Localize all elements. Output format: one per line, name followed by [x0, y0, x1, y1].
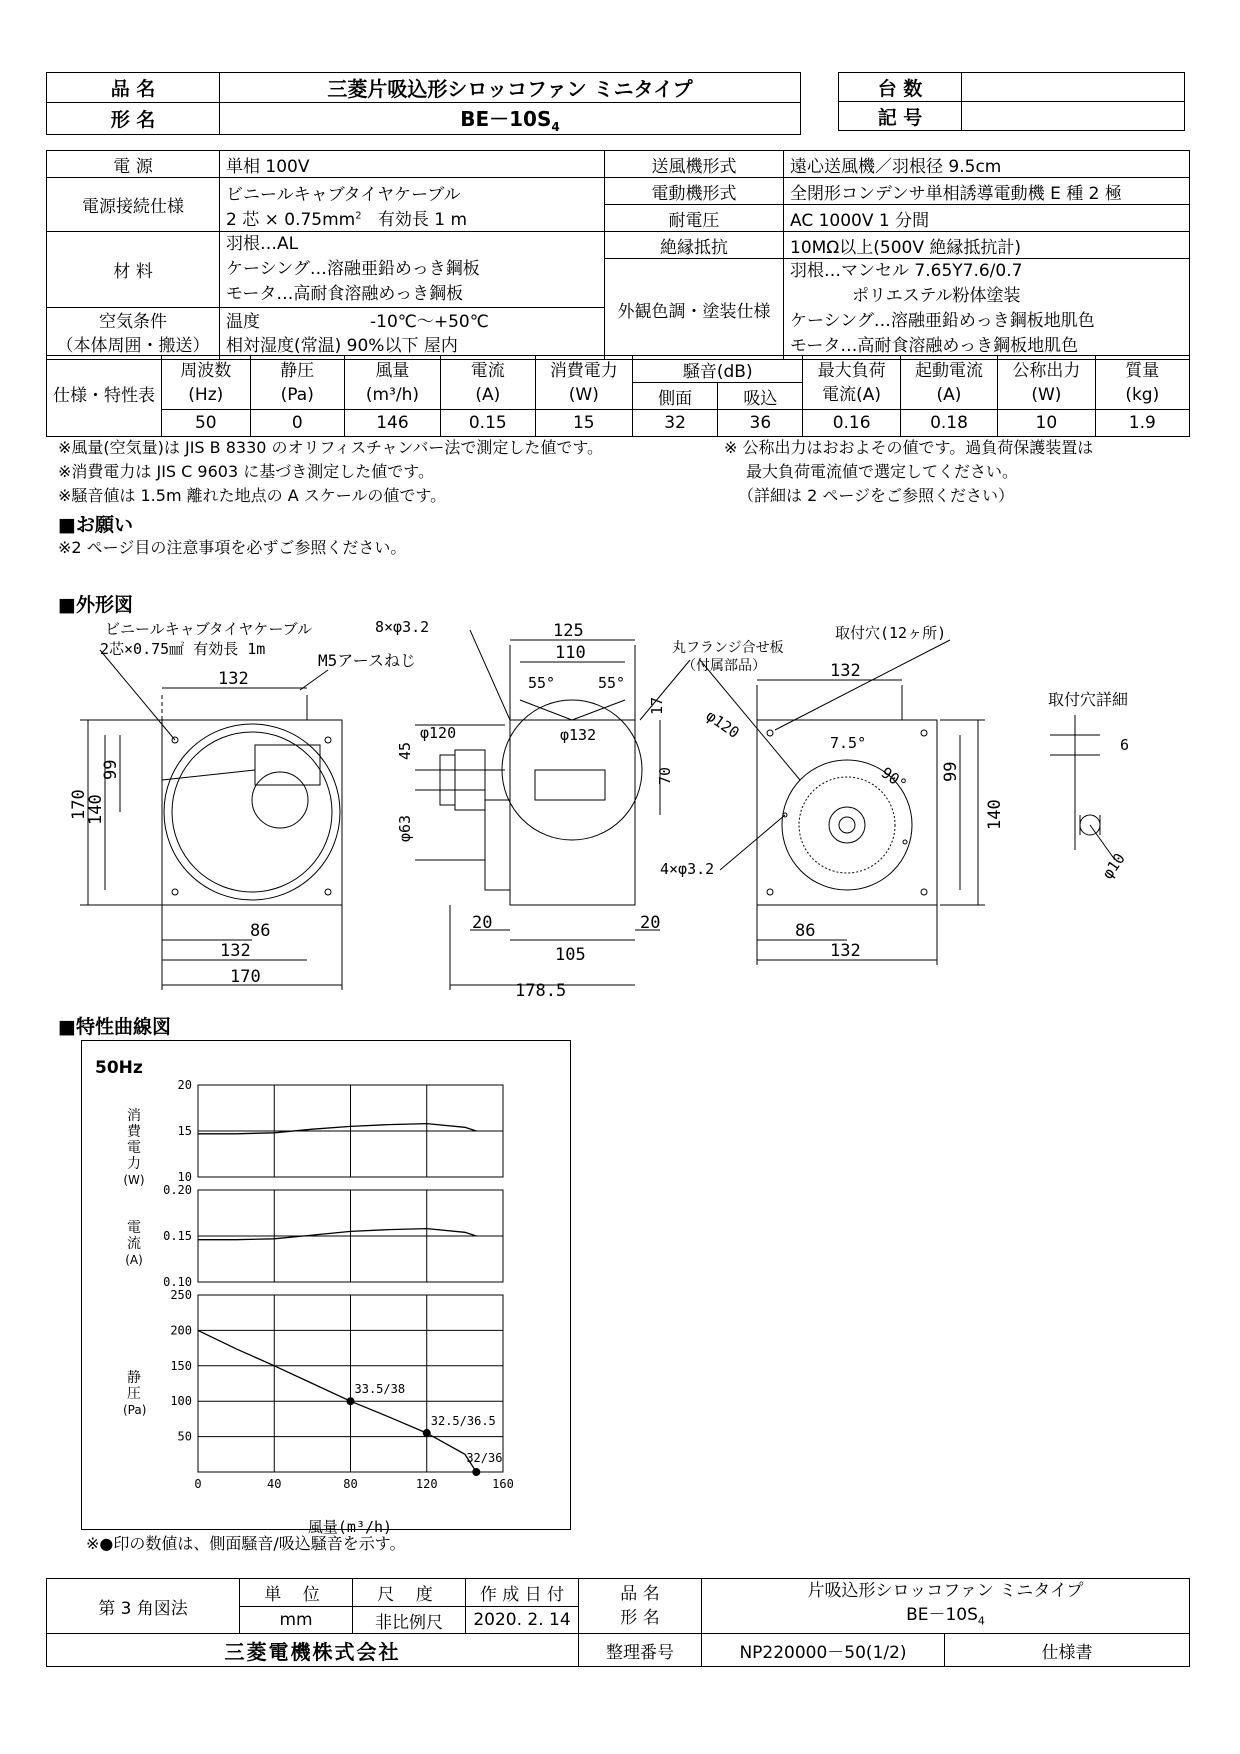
drawing-title: ■外形図: [58, 594, 133, 616]
left-view-body: [162, 720, 342, 905]
x-tick-label-4: 160: [492, 1477, 514, 1491]
x-tick-label-0: 0: [194, 1477, 202, 1491]
quantity-table: [838, 72, 1185, 131]
char-header-power: 消費電力 (W): [535, 356, 632, 410]
holes4-label: 4×φ3.2: [660, 860, 715, 878]
char-value-max-current: 0.16: [803, 410, 900, 437]
y-tick-label-0-1: 15: [177, 1124, 192, 1138]
characteristic-table: [46, 355, 1190, 437]
noise-point-label-2: 32/36: [466, 1451, 503, 1465]
flange-label-1: 丸フランジ合せ板: [672, 640, 784, 656]
dim-110: 110: [555, 643, 586, 663]
curve-freq: 50Hz: [95, 1058, 143, 1078]
pressure-axis-label: 静圧 (Pa): [123, 1370, 147, 1417]
characteristic-chart: [0, 1060, 580, 1540]
footer-name-values: 片吸込形シロッコファン ミニタイプ $BE-10S_4$: [702, 1579, 1190, 1634]
insulation-value: 10MΩ以上(500V 絶縁抵抗計): [784, 232, 1190, 259]
air-label: 空気条件 （本体周囲・搬送）: [47, 308, 220, 360]
model-name: $BE-10S_4$: [220, 103, 801, 135]
char-value-airflow: 146: [344, 410, 440, 437]
holes8-label: 8×φ3.2: [375, 618, 430, 636]
mount-holes-label: 取付穴(12ヶ所): [835, 624, 947, 642]
material-value: 羽根…AL ケーシング…溶融亜鉛めっき鋼板 モータ…高耐食溶融めっき鋼板: [220, 232, 605, 308]
projection-cell: 第 3 角図法: [47, 1579, 240, 1634]
note-output-2: 最大負荷電流値で選定してください。: [746, 462, 1019, 481]
y-tick-label-2-0: 250: [170, 1288, 192, 1302]
scale-value: 非比例尺: [353, 1606, 466, 1634]
footer-name-labels: 品 名 形 名: [579, 1579, 702, 1634]
noise-point-0: [347, 1397, 355, 1405]
char-value-power: 15: [535, 410, 632, 437]
dim-99v: 99: [101, 759, 121, 780]
note-output: ※ 公称出力はおおよその値です。過負荷保護装置は: [724, 438, 1094, 457]
earth-screw-label: M5アースねじ: [318, 651, 416, 670]
finish-value: 羽根…マンセル 7.65Y7.6/0.7 ポリエステル粉体塗装 ケーシング…溶融亜鉛めっき鋼板地肌色 モータ…高耐食溶融めっき鋼板地肌色: [784, 259, 1190, 360]
char-value-start-current: 0.18: [900, 410, 997, 437]
power-axis-label: 消費電力 (W): [123, 1108, 145, 1187]
char-header-max-current: 最大負荷 電流(A): [803, 356, 900, 410]
y-tick-label-1-1: 0.15: [163, 1229, 192, 1243]
x-tick-label-2: 80: [343, 1477, 358, 1491]
char-value-current: 0.15: [440, 410, 535, 437]
dim-45: 45: [396, 741, 414, 760]
symbol-value: [962, 102, 1185, 131]
char-value-mass: 1.9: [1095, 410, 1189, 437]
dim-phi10: φ10: [1098, 849, 1129, 883]
char-value-noise-suction: 36: [718, 410, 803, 437]
y-tick-label-2-3: 100: [170, 1394, 192, 1409]
dim-phi120: φ120: [420, 724, 457, 742]
char-header-noise-side: 側面: [633, 383, 718, 410]
scale-label: 尺 度: [353, 1579, 466, 1607]
symbol-label: 記 号: [839, 102, 962, 131]
dim-99r: 99: [941, 761, 961, 782]
motor-type-label: 電動機形式: [605, 178, 784, 205]
terminal-box: [255, 745, 320, 785]
date-label: 作 成 日 付: [466, 1579, 579, 1607]
note-power: ※消費電力は JIS C 9603 に基づき測定した値です。: [58, 462, 434, 481]
dim-178-5: 178.5: [515, 981, 567, 1001]
dim-140r: 140: [985, 799, 1005, 830]
y-tick-label-2-2: 150: [170, 1358, 192, 1373]
char-value-output: 10: [998, 410, 1095, 437]
dim-55a: 55°: [528, 674, 556, 692]
dim-7-5: 7.5°: [830, 734, 867, 752]
dim-132rb: 132: [830, 941, 861, 961]
ref-label: 整理番号: [579, 1634, 702, 1667]
company-name: 三菱電機株式会社: [47, 1634, 579, 1667]
hole-detail-label: 取付穴詳細: [1048, 690, 1129, 709]
noise-point-1: [423, 1429, 431, 1437]
y-tick-label-0-0: 20: [177, 1078, 192, 1092]
unit-value: mm: [240, 1606, 353, 1634]
current-axis-label: 電流 (A): [125, 1220, 143, 1267]
cable-label-1: ビニールキャブタイヤケーブル: [105, 620, 313, 638]
char-value-noise-side: 32: [633, 410, 718, 437]
char-header-freq: 周波数 (Hz): [162, 356, 251, 410]
air-value: 温度 -10℃～+50℃ 相対湿度(常温) 90%以下 屋内: [220, 308, 605, 360]
dim-170h: 170: [230, 967, 261, 987]
noise-point-label-1: 32.5/36.5: [430, 1414, 496, 1429]
quantity-value: [962, 73, 1185, 102]
middle-view-body: [510, 720, 635, 905]
fan-type-label: 送風機形式: [605, 151, 784, 178]
y-tick-label-2-1: 200: [170, 1323, 192, 1338]
dim-86: 86: [250, 921, 271, 941]
product-name-label: 品 名: [47, 73, 220, 103]
char-header-noise: 騒音(dB): [633, 356, 803, 383]
fan-type-value: 遠心送風機／羽根径 9.5cm: [784, 151, 1190, 178]
dim-132a: 132: [218, 669, 249, 689]
y-tick-label-0-2: 10: [177, 1170, 192, 1184]
outline-drawing: [0, 610, 1240, 1010]
char-value-freq: 50: [162, 410, 251, 437]
model-label: 形 名: [47, 103, 220, 135]
connection-value: ビニールキャブタイヤケーブル 2 芯 × $0.75mm^2$ 有効長 1 m: [220, 178, 605, 232]
dim-phi120r: φ120: [702, 706, 743, 742]
spec-table: [46, 150, 1190, 360]
y-tick-label-1-0: 0.20: [163, 1183, 192, 1197]
curve-note: ※●印の数値は、側面騒音/吸込騒音を示す。: [86, 1534, 406, 1553]
char-row-label: 仕様・特性表: [47, 356, 162, 437]
dim-55b: 55°: [598, 674, 626, 692]
dim-phi63: φ63: [396, 814, 414, 842]
doc-type: 仕様書: [945, 1634, 1190, 1667]
dim-132r: 132: [830, 661, 861, 681]
x-tick-label-1: 40: [267, 1477, 282, 1491]
curve-title: ■特性曲線図: [58, 1016, 171, 1038]
curve-line-1: [198, 1229, 476, 1240]
date-value: 2020. 2. 14: [466, 1606, 579, 1634]
footer-table: [46, 1578, 1190, 1667]
char-header-noise-suction: 吸込: [718, 383, 803, 410]
dim-17: 17: [648, 696, 666, 715]
cable-label-2: 2芯×0.75㎟ 有効長 1m: [100, 640, 266, 658]
curve-line-0: [198, 1124, 476, 1134]
x-axis-label: 風量(m³/h): [307, 1518, 393, 1536]
dim-90: 90°: [877, 763, 911, 794]
notes-left: [58, 436, 603, 508]
ref-value: NP220000－50(1/2): [702, 1634, 945, 1667]
noise-point-2: [472, 1468, 480, 1476]
char-header-pressure: 静圧 (Pa): [250, 356, 344, 410]
insulation-label: 絶縁抵抗: [605, 232, 784, 259]
char-header-airflow: 風量 (m³/h): [344, 356, 440, 410]
dim-6: 6: [1120, 736, 1130, 754]
unit-label: 単 位: [240, 1579, 353, 1607]
y-tick-label-2-4: 50: [177, 1429, 192, 1444]
notes-right: [724, 436, 1093, 508]
dim-132b: 132: [220, 941, 251, 961]
dim-20a: 20: [472, 913, 493, 933]
dim-phi132: φ132: [560, 726, 597, 744]
char-header-current: 電流 (A): [440, 356, 535, 410]
withstand-value: AC 1000V 1 分間: [784, 205, 1190, 232]
product-name: 三菱片吸込形シロッコファン ミニタイプ: [220, 73, 801, 103]
material-label: 材 料: [47, 232, 220, 308]
connection-label: 電源接続仕様: [47, 178, 220, 232]
dim-140v: 140: [86, 794, 106, 825]
request-text: ※2 ページ目の注意事項を必ずご参照ください。: [58, 538, 407, 557]
power-label: 電 源: [47, 151, 220, 178]
y-tick-label-1-2: 0.10: [163, 1275, 192, 1289]
dim-125: 125: [553, 621, 584, 641]
finish-label: 外観色調・塗装仕様: [605, 259, 784, 360]
dim-105: 105: [555, 945, 586, 965]
dim-170v: 170: [69, 789, 89, 820]
note-noise: ※騒音値は 1.5m 離れた地点の A スケールの値です。: [58, 486, 447, 505]
dim-86r: 86: [795, 921, 816, 941]
dim-70: 70: [656, 766, 674, 785]
flange-label-2: （付属部品）: [682, 658, 766, 674]
withstand-label: 耐電圧: [605, 205, 784, 232]
note-airflow: ※風量(空気量)は JIS B 8330 のオリフィスチャンバー法で測定した値です。: [58, 438, 604, 457]
quantity-label: 台 数: [839, 73, 962, 102]
noise-point-label-0: 33.5/38: [354, 1382, 406, 1397]
header-table: [46, 72, 801, 135]
dim-20b: 20: [640, 913, 661, 933]
note-output-3: （詳細は 2 ページをご参照ください）: [738, 486, 1015, 505]
x-tick-label-3: 120: [415, 1477, 438, 1491]
char-header-mass: 質量 (kg): [1095, 356, 1189, 410]
char-header-start-current: 起動電流 (A): [900, 356, 997, 410]
motor-type-value: 全閉形コンデンサ単相誘導電動機 E 種 2 極: [784, 178, 1190, 205]
char-header-output: 公称出力 (W): [998, 356, 1095, 410]
char-value-pressure: 0: [250, 410, 344, 437]
power-value: 単相 100V: [220, 151, 605, 178]
request-title: ■お願い: [58, 514, 133, 536]
